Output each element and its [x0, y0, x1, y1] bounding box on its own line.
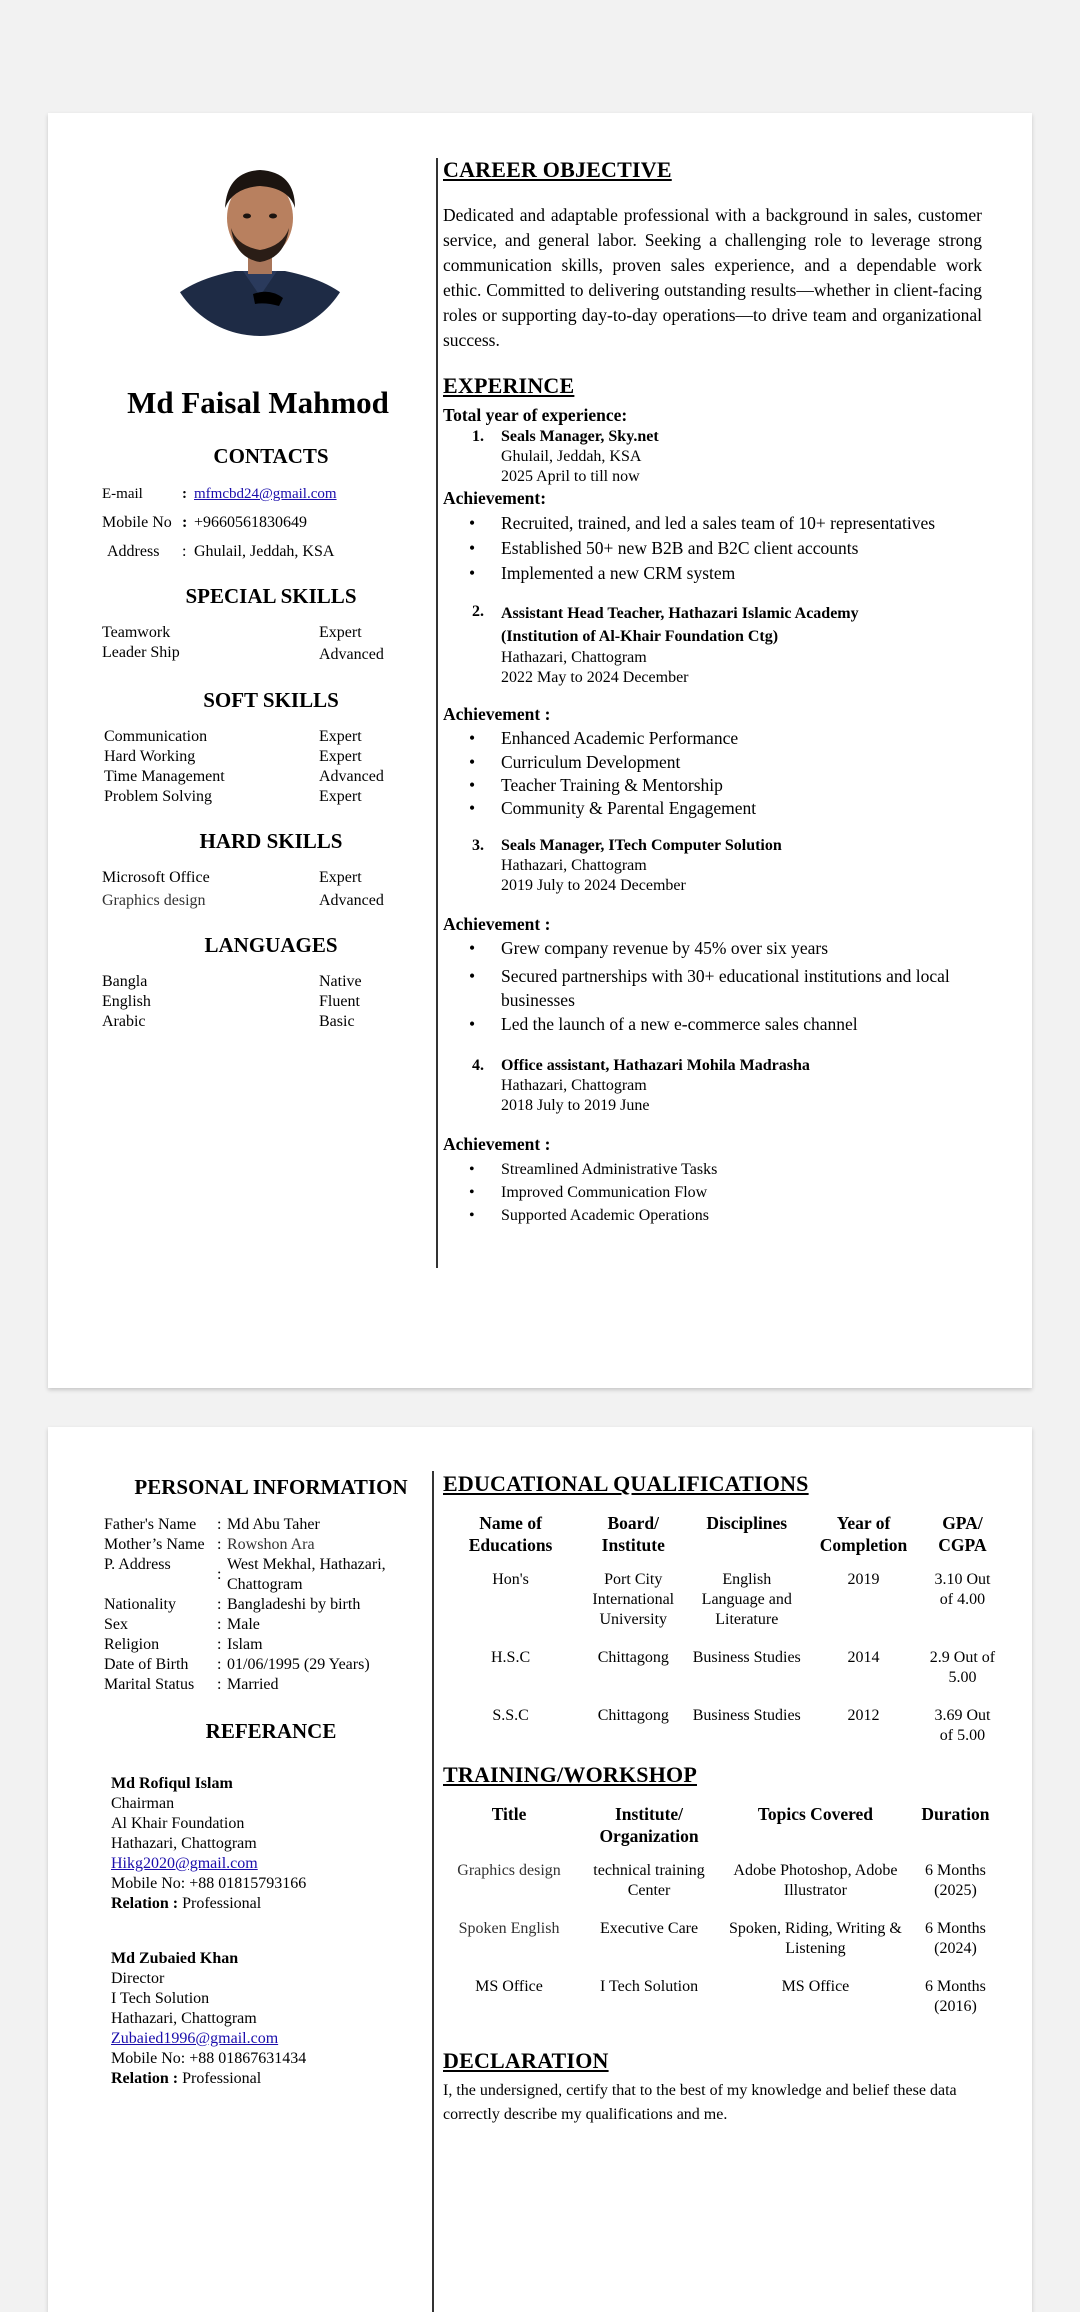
personal-info-heading: PERSONAL INFORMATION [134, 1475, 408, 1499]
achievement-item: • Improved Communication Flow [443, 1181, 1003, 1204]
job-location: Hathazari, Chattogram [501, 649, 647, 666]
info-sep: : [217, 1656, 222, 1673]
language-name: Bangla [102, 973, 148, 990]
language-level: Native [319, 973, 362, 990]
column-header: Title [491, 1804, 527, 1824]
table-row [443, 1702, 1003, 1760]
info-label: Religion [104, 1636, 160, 1653]
skill-level: Advanced [319, 892, 384, 909]
education-heading: EDUCATIONAL QUALIFICATIONS [443, 1471, 809, 1496]
job-period: 2022 May to 2024 December [501, 669, 689, 686]
skill-level: Expert [319, 869, 362, 886]
info-sep: : [217, 1566, 222, 1583]
info-sep: : [217, 1636, 222, 1653]
hard-skills-heading: HARD SKILLS [199, 829, 343, 853]
column-header: Year of Completion [819, 1513, 908, 1555]
reference-org: Al Khair Foundation [111, 1815, 245, 1832]
job-title-line2: (Institution of Al-Khair Foundation Ctg) [501, 628, 779, 645]
contacts-block: E-mail : mfmcbd24@gmail.com Mobile No : +9660561830649 Address : Ghulail, Jeddah, KSA [102, 484, 337, 571]
language-level: Basic [319, 1013, 355, 1030]
job-title: Office assistant, Hathazari Mohila Madrasha [501, 1057, 810, 1074]
info-value: Rowshon Ara [227, 1536, 315, 1553]
career-objective-heading: CAREER OBJECTIVE [443, 157, 672, 182]
skill-level: Advanced [319, 646, 384, 663]
table-row [443, 1644, 1003, 1702]
total-experience-label: Total year of experience: [443, 405, 628, 425]
language-name: Arabic [102, 1013, 146, 1030]
achievement-item: • Implemented a new CRM system [443, 561, 1003, 586]
job-number: 1. [472, 428, 484, 445]
achievement-item: • Grew company revenue by 45% over six years [443, 936, 963, 960]
job-entry [443, 427, 1003, 586]
skill-name: Hard Working [104, 748, 196, 765]
achievement-item: • Led the launch of a new e-commerce sales channel [443, 1012, 963, 1036]
info-label: Mother’s Name [104, 1536, 205, 1553]
reference-place: Hathazari, Chattogram [111, 2010, 257, 2027]
skill-name: Teamwork [102, 624, 171, 641]
email-link[interactable]: mfmcbd24@gmail.com [194, 486, 337, 502]
candidate-name: Md Faisal Mahmod [127, 385, 389, 420]
relation-label: Relation : [111, 1895, 179, 1912]
language-name: English [102, 993, 151, 1010]
info-sep: : [217, 1536, 222, 1553]
reference-1 [111, 1774, 411, 1914]
reference-relation [111, 2069, 411, 2089]
achievement-item: • Community & Parental Engagement [443, 797, 1003, 820]
table-cell: 6 Months (2016) [924, 1978, 986, 2015]
info-value: 01/06/1995 (29 Years) [227, 1656, 370, 1673]
table-cell: Hon's [492, 1571, 529, 1588]
achievement-item: • Secured partnerships with 30+ educational institutions and local businesses [443, 964, 963, 1012]
info-sep: : [217, 1516, 222, 1533]
column-header: Duration [921, 1804, 990, 1824]
job-number: 3. [472, 837, 484, 854]
reference-org: I Tech Solution [111, 1990, 210, 2007]
table-row [443, 1973, 1003, 2031]
achievement-label: Achievement: [443, 488, 547, 508]
column-header: Disciplines [706, 1513, 788, 1533]
info-value: Md Abu Taher [227, 1516, 320, 1533]
profile-photo [165, 146, 355, 336]
reference-email-link[interactable]: Hikg2020@gmail.com [111, 1855, 258, 1872]
declaration-heading: DECLARATION [443, 2048, 609, 2073]
achievement-item: • Teacher Training & Mentorship [443, 774, 1003, 797]
languages-heading: LANGUAGES [204, 933, 338, 957]
table-header-row [443, 1803, 1003, 1857]
info-value: Bangladeshi by birth [227, 1596, 361, 1613]
info-value: Married [227, 1676, 279, 1693]
achievement-item: • Supported Academic Operations [443, 1204, 1003, 1227]
special-skills-list [102, 623, 384, 665]
table-cell: H.S.C [491, 1649, 531, 1666]
soft-skills-heading: SOFT SKILLS [203, 688, 339, 712]
table-cell: 2019 [847, 1571, 880, 1588]
table-cell: Adobe Photoshop, Adobe Illustrator [733, 1862, 898, 1899]
reference-heading: REFERANCE [205, 1719, 337, 1743]
skill-level: Expert [319, 728, 362, 745]
job-entry [443, 1056, 1003, 1227]
achievement-item: • Curriculum Development [443, 750, 1003, 774]
table-cell: Spoken English [458, 1920, 560, 1937]
table-cell: Chittagong [597, 1649, 669, 1666]
table-cell: Chittagong [597, 1707, 669, 1724]
job-number: 4. [472, 1057, 484, 1074]
info-label: Father's Name [104, 1516, 197, 1533]
training-table [443, 1803, 1003, 2031]
table-cell: 6 Months (2024) [924, 1920, 986, 1957]
table-cell: Port City International University [592, 1571, 675, 1628]
achievement-item: • Recruited, trained, and led a sales team of 10+ representatives [443, 511, 1003, 536]
special-skills-heading: SPECIAL SKILLS [185, 584, 357, 608]
table-cell: 6 Months (2025) [924, 1862, 986, 1899]
skill-name: Graphics design [102, 892, 206, 909]
column-divider [432, 1471, 434, 2312]
table-row [443, 1857, 1003, 1915]
reference-role: Chairman [111, 1795, 175, 1812]
job-location: Hathazari, Chattogram [501, 857, 647, 874]
table-cell: 2.9 Out of 5.00 [929, 1649, 996, 1686]
skill-level: Advanced [319, 768, 384, 785]
info-label: Nationality [104, 1596, 176, 1613]
reference-mobile: Mobile No: +88 01815793166 [111, 1875, 307, 1892]
reference-role: Director [111, 1970, 165, 1987]
job-location: Hathazari, Chattogram [501, 1077, 647, 1094]
table-cell: MS Office [475, 1978, 543, 1995]
job-title: Seals Manager, ITech Computer Solution [501, 837, 782, 854]
info-label: Sex [104, 1616, 128, 1633]
job-entry [443, 836, 1003, 1036]
table-cell: English Language and Literature [701, 1571, 792, 1628]
job-location: Ghulail, Jeddah, KSA [501, 448, 642, 465]
reference-place: Hathazari, Chattogram [111, 1835, 257, 1852]
email-label: E-mail [102, 486, 143, 502]
reference-relation [111, 1894, 411, 1914]
table-cell: 3.10 Out of 4.00 [934, 1571, 991, 1608]
achievement-item: • Streamlined Administrative Tasks [443, 1158, 1003, 1181]
info-sep: : [217, 1616, 222, 1633]
skill-name: Problem Solving [104, 788, 213, 805]
reference-email-link[interactable]: Zubaied1996@gmail.com [111, 2030, 279, 2047]
table-cell: Business Studies [692, 1649, 801, 1666]
table-row [443, 1915, 1003, 1973]
table-cell: technical training Center [593, 1862, 705, 1899]
skill-name: Time Management [104, 768, 225, 785]
table-cell: Spoken, Riding, Writing & Listening [729, 1920, 902, 1957]
skill-name: Communication [104, 728, 208, 745]
info-value: Male [227, 1616, 260, 1633]
personal-info-list [104, 1515, 424, 1695]
info-sep: : [217, 1596, 222, 1613]
achievement-label: Achievement : [443, 704, 551, 724]
training-heading: TRAINING/WORKSHOP [443, 1762, 697, 1787]
job-period: 2018 July to 2019 June [501, 1097, 650, 1114]
table-cell: Executive Care [599, 1920, 699, 1937]
table-cell: 2014 [847, 1649, 880, 1666]
languages-list [102, 972, 362, 1032]
job-period: 2025 April to till now [501, 468, 640, 485]
experience-list [443, 427, 1003, 1227]
info-label: P. Address [104, 1556, 171, 1573]
contacts-heading: CONTACTS [213, 444, 329, 468]
achievement-item: • Established 50+ new B2B and B2C client accounts [443, 536, 1003, 561]
address-value: Ghulail, Jeddah, KSA [194, 543, 335, 560]
experience-heading: EXPERINCE [443, 373, 575, 398]
table-row [443, 1566, 1003, 1644]
reference-2 [111, 1949, 411, 2089]
table-cell: Business Studies [692, 1707, 801, 1724]
declaration-text: I, the undersigned, certify that to the best of my knowledge and belief these data correctly describe my qualifications and me. [443, 2082, 957, 2123]
mobile-label: Mobile No [102, 514, 172, 531]
resume-page-1 [48, 113, 1032, 1388]
education-table [443, 1512, 1003, 1760]
job-number: 2. [472, 603, 484, 620]
table-cell: MS Office [781, 1978, 850, 1995]
skill-level: Expert [319, 624, 362, 641]
job-title: Seals Manager, Sky.net [501, 428, 659, 445]
reference-name: Md Zubaied Khan [111, 1950, 239, 1967]
table-cell: Graphics design [457, 1862, 561, 1879]
table-cell: 3.69 Out of 5.00 [934, 1707, 991, 1744]
info-value: Islam [227, 1636, 263, 1653]
column-header: GPA/ CGPA [938, 1513, 987, 1555]
info-value: West Mekhal, Hathazari, Chattogram [227, 1556, 386, 1593]
address-label: Address [107, 543, 160, 560]
job-period: 2019 July to 2024 December [501, 877, 686, 894]
achievement-label: Achievement : [443, 1134, 551, 1154]
achievement-item: • Enhanced Academic Performance [443, 726, 1003, 750]
info-sep: : [217, 1676, 222, 1693]
info-label: Marital Status [104, 1676, 195, 1693]
career-objective-text: Dedicated and adaptable professional with a background in sales, customer service, and general labor. Seeking a challenging role to leverage strong communication skills, proven sales experience, and a dependable work ethic. Committed to delivering outstanding results—whether in client-facing roles or supporting day-to-day operations—to drive team and organizational success. [443, 205, 982, 350]
job-entry [443, 602, 1003, 820]
column-header: Topics Covered [757, 1804, 874, 1824]
table-cell: 2012 [847, 1707, 880, 1724]
skill-level: Expert [319, 788, 362, 805]
hard-skills-list [102, 868, 384, 911]
column-header: Board/ Institute [601, 1513, 665, 1555]
relation-value: Professional [182, 1895, 262, 1912]
skill-name: Leader Ship [102, 644, 180, 661]
info-label: Date of Birth [104, 1656, 189, 1673]
reference-mobile: Mobile No: +88 01867631434 [111, 2050, 307, 2067]
resume-page-2 [48, 1427, 1032, 2312]
mobile-value: +9660561830649 [194, 514, 308, 531]
reference-name: Md Rofiqul Islam [111, 1775, 233, 1792]
skill-level: Expert [319, 748, 362, 765]
column-header: Name of Educations [468, 1513, 553, 1555]
job-title: Assistant Head Teacher, Hathazari Islamic Academy [501, 605, 859, 622]
column-divider [436, 158, 438, 1268]
column-header: Institute/ Organization [599, 1804, 699, 1846]
achievement-label: Achievement : [443, 914, 551, 934]
table-cell: I Tech Solution [599, 1978, 699, 1995]
relation-value: Professional [182, 2070, 262, 2087]
relation-label: Relation : [111, 2070, 179, 2087]
skill-name: Microsoft Office [102, 869, 210, 886]
language-level: Fluent [319, 993, 360, 1010]
soft-skills-list [104, 727, 384, 807]
table-cell: S.S.C [492, 1707, 529, 1724]
table-header-row [443, 1512, 1003, 1566]
